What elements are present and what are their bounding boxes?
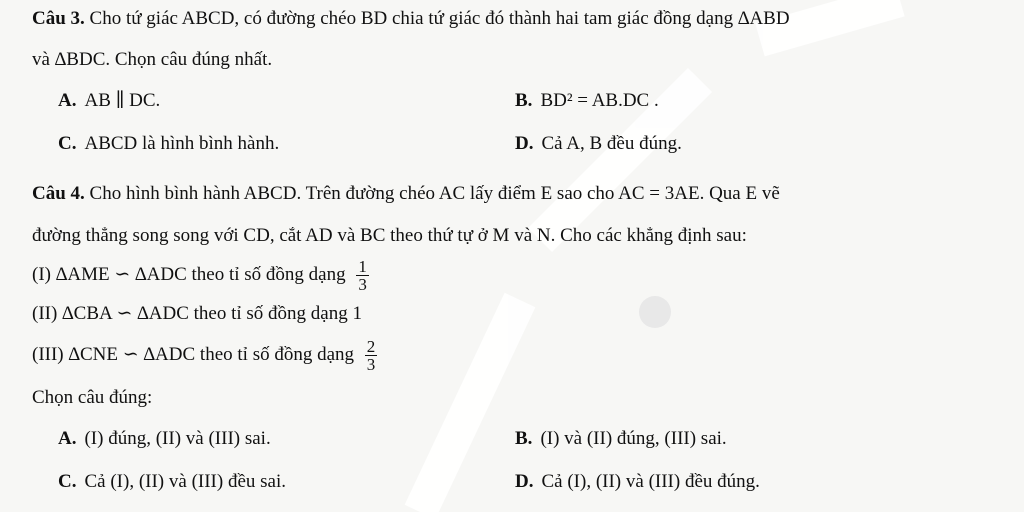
q3-option-d-text: Cả A, B đều đúng. xyxy=(541,133,682,154)
q4-option-c-text: Cả (I), (II) và (III) đều sai. xyxy=(84,471,286,492)
fraction-denominator: 3 xyxy=(358,275,367,294)
q3-option-b[interactable] xyxy=(515,90,659,112)
fraction-numerator: 2 xyxy=(366,337,376,356)
q4-statement-3 xyxy=(32,338,377,373)
q4-option-a-label: A. xyxy=(58,428,77,449)
fraction-two-thirds xyxy=(365,338,378,373)
q4-text-2: đường thẳng song song với CD, cắt AD và BC theo thứ tự ở M và N. Cho các khẳng định sau: xyxy=(32,225,747,246)
q4-line-1 xyxy=(32,183,780,205)
q3-line-1 xyxy=(32,8,790,30)
q4-option-c-label: C. xyxy=(58,471,77,492)
fraction-numerator: 1 xyxy=(358,257,367,276)
q3-option-d-label: D. xyxy=(515,133,534,154)
q3-option-a-text: AB ∥ DC. xyxy=(84,90,161,111)
q3-label: Câu 3. xyxy=(32,8,85,29)
q4-statement-2: (II) ∆CBA ∽ ∆ADC theo tỉ số đồng dạng 1 xyxy=(32,303,362,324)
q3-text-2: và ∆BDC. Chọn câu đúng nhất. xyxy=(32,49,273,70)
q4-prompt: Chọn câu đúng: xyxy=(32,387,153,408)
q4-option-d-label: D. xyxy=(515,471,534,492)
q4-option-b[interactable] xyxy=(515,428,727,450)
q4-option-d[interactable] xyxy=(515,471,760,493)
q3-option-a[interactable] xyxy=(58,90,160,112)
q3-option-b-label: B. xyxy=(515,90,533,111)
q4-statement-1 xyxy=(32,258,369,293)
fraction-one-third xyxy=(356,258,369,293)
q3-text-1: Cho tứ giác ABCD, có đường chéo BD chia tứ giác đó thành hai tam giác đồng dạng ∆ABD xyxy=(89,8,790,29)
q4-option-b-text: (I) và (II) đúng, (III) sai. xyxy=(540,428,727,449)
q4-text-1: Cho hình bình hành ABCD. Trên đường chéo AC lấy điểm E sao cho AC = 3AE. Qua E vẽ xyxy=(89,183,780,204)
q4-label: Câu 4. xyxy=(32,183,85,204)
q4-option-b-label: B. xyxy=(515,428,533,449)
q4-option-c[interactable] xyxy=(58,471,286,493)
q4-option-d-text: Cả (I), (II) và (III) đều đúng. xyxy=(541,471,760,492)
q4-option-a-text: (I) đúng, (II) và (III) sai. xyxy=(84,428,271,449)
q3-option-c[interactable] xyxy=(58,133,279,155)
q4-statement-3-text: (III) ∆CNE ∽ ∆ADC theo tỉ số đồng dạng xyxy=(32,343,355,365)
q4-option-a[interactable] xyxy=(58,428,271,450)
q3-option-a-label: A. xyxy=(58,90,77,111)
q3-option-c-text: ABCD là hình bình hành. xyxy=(84,133,280,154)
q3-option-c-label: C. xyxy=(58,133,77,154)
fraction-denominator: 3 xyxy=(366,355,376,374)
q4-statement-1-text: (I) ∆AME ∽ ∆ADC theo tỉ số đồng dạng xyxy=(32,263,346,285)
q3-option-b-text: BD² = AB.DC . xyxy=(540,90,659,111)
q3-option-d[interactable] xyxy=(515,133,682,155)
